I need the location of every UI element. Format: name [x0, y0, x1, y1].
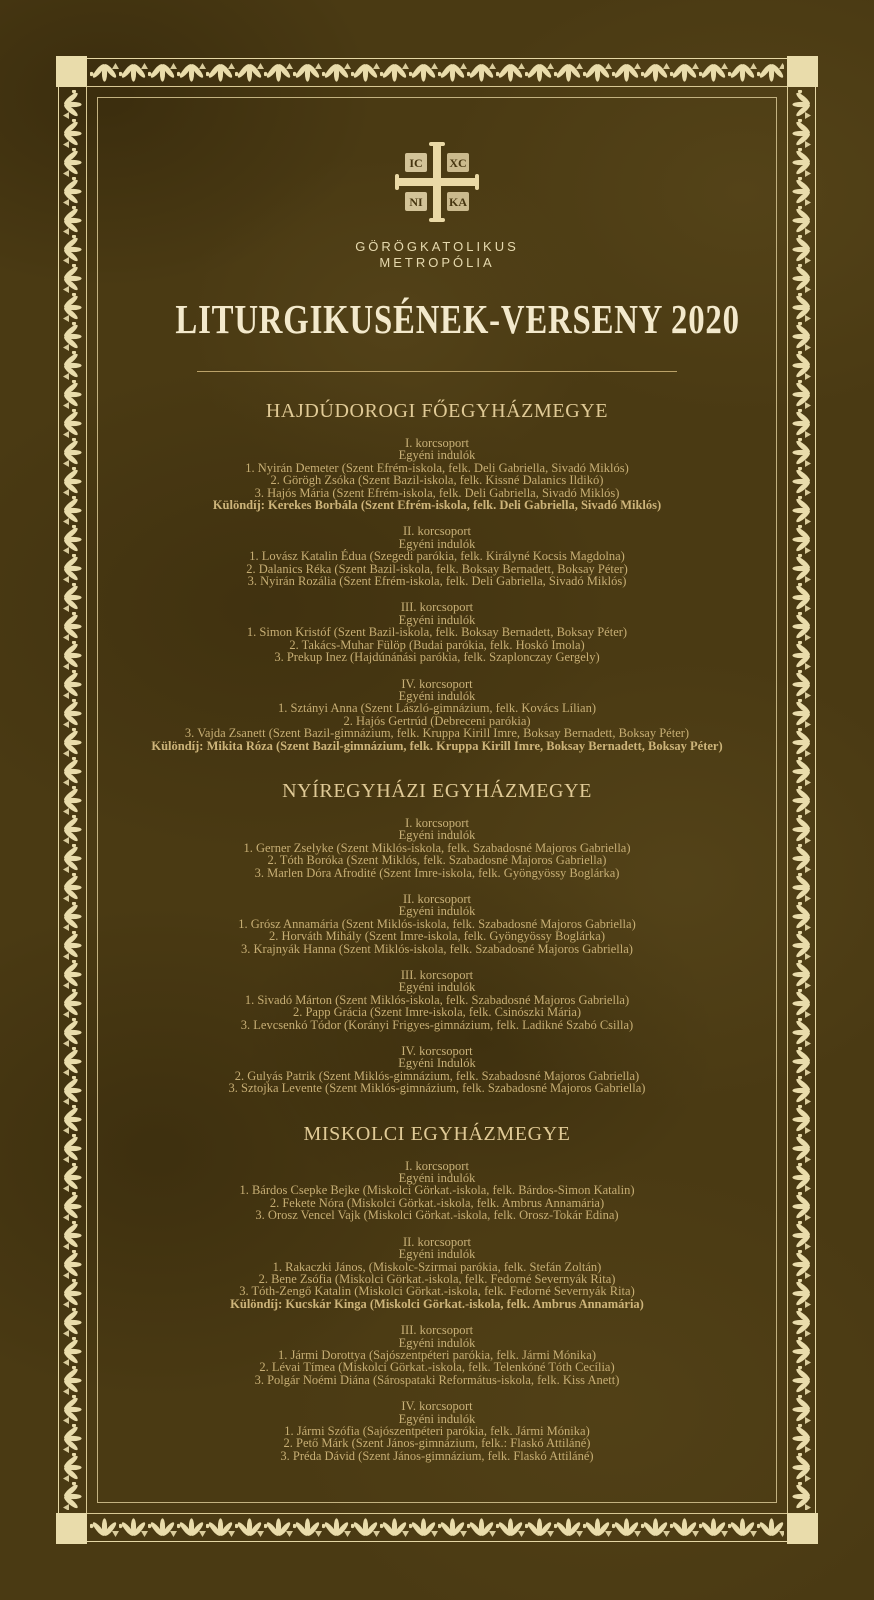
result-entry: 1. Jármi Dorottya (Sajószentpéteri parókia, felk. Jármi Mónika)	[278, 1347, 596, 1362]
group-title: III. korcsoport	[400, 968, 474, 982]
ic-xc-ni-ka-cross-icon	[389, 140, 485, 224]
result-entry: 3. Marlen Dóra Afrodité (Szent Imre-iskola, felk. Gyöngyössy Boglárka)	[254, 865, 620, 880]
cross-letter: KA	[449, 195, 467, 209]
poster-content	[110, 0, 764, 1462]
frame-corner-square	[787, 1513, 818, 1544]
result-entry: 1. Sztányi Anna (Szent László-gimnázium, felk. Kovács Lílian)	[278, 701, 596, 716]
result-entry: 3. Prekup Inez (Hajdúnánási parókia, felk. Szaplonczay Gergely)	[274, 650, 600, 665]
result-entry: 1. Lovász Katalin Édua (Szegedi parókia, felk. Királyné Kocsis Magdolna)	[249, 549, 625, 564]
frame-corner-square	[56, 56, 87, 87]
diocese-heading: HAJDÚDOROGI FŐEGYHÁZMEGYE	[265, 400, 609, 422]
result-entry: 3. Levcsenkó Tódor (Korányi Frigyes-gimnázium, felk. Ladikné Szabó Csilla)	[240, 1017, 634, 1032]
result-entry: 1. Jármi Szófia (Sajószentpéteri parókia, felk. Jármi Mónika)	[284, 1423, 590, 1438]
result-entry: 3. Polgár Noémi Diána (Sárospataki Református-iskola, felk. Kiss Anett)	[254, 1372, 620, 1387]
special-prize-entry: Különdíj: Mikita Róza (Szent Bazil-gimnázium, felk. Kruppa Kirill Imre, Boksay Bernadett, Boksay Péter)	[151, 738, 723, 753]
result-entry: 2. Takács-Muhar Fülöp (Budai parókia, felk. Hoskó Imola)	[289, 637, 585, 652]
age-group	[110, 817, 764, 879]
group-subtitle: Egyéni indulók	[398, 1247, 476, 1262]
cross-letter: XC	[449, 156, 467, 170]
result-entry: 2. Fekete Nóra (Miskolci Görkat.-iskola, felk. Ambrus Annamária)	[269, 1195, 605, 1210]
result-entry: 2. Lévai Tímea (Miskolci Görkat.-iskola, felk. Telenkóné Tóth Cecília)	[259, 1360, 615, 1375]
group-subtitle: Egyéni indulók	[398, 828, 476, 843]
age-group	[110, 1236, 764, 1310]
result-entry: 2. Dalanics Réka (Szent Bazil-iskola, felk. Boksay Bernadett, Boksay Péter)	[246, 561, 628, 576]
group-subtitle: Egyéni indulók	[398, 448, 476, 463]
org-name-line1: GÖRÖGKATOLIKUS	[355, 239, 519, 254]
group-subtitle: Egyéni indulók	[398, 1335, 476, 1350]
result-entry: 3. Krajnyák Hanna (Szent Miklós-iskola, felk. Szabadosné Majoros Gabriella)	[241, 941, 633, 956]
section-nyiregyhazi	[110, 779, 764, 1095]
age-group	[110, 893, 764, 955]
result-entry: 1. Grósz Annamária (Szent Miklós-iskola, felk. Szabadosné Majoros Gabriella)	[238, 916, 636, 931]
border-leaf-band-bottom-icon	[90, 1513, 784, 1539]
age-group	[110, 1400, 764, 1462]
age-group	[110, 437, 764, 511]
group-title: IV. korcsoport	[401, 1399, 473, 1414]
org-name	[110, 239, 764, 271]
special-prize-entry: Különdíj: Kerekes Borbála (Szent Efrém-iskola, felk. Deli Gabriella, Sivadó Miklós)	[212, 498, 662, 513]
group-subtitle: Egyéni Indulók	[398, 1056, 476, 1071]
cross-letter: NI	[409, 195, 423, 209]
cross-letter: IC	[409, 156, 423, 170]
result-entry: 2. Gulyás Patrik (Szent Miklós-gimnázium, felk. Szabadosné Majoros Gabriella)	[234, 1068, 640, 1083]
result-entry: 3. Hajós Mária (Szent Efrém-iskola, felk. Deli Gabriella, Sivadó Miklós)	[254, 485, 620, 500]
result-entry: 1. Gerner Zselyke (Szent Miklós-iskola, felk. Szabadosné Majoros Gabriella)	[243, 840, 631, 855]
result-entry: 1. Simon Kristóf (Szent Bazil-iskola, felk. Boksay Bernadett, Boksay Péter)	[246, 625, 628, 640]
group-subtitle: Egyéni indulók	[398, 1411, 476, 1426]
result-entry: 1. Bárdos Csepke Bejke (Miskolci Görkat.-iskola, felk. Bárdos-Simon Katalin)	[239, 1183, 635, 1198]
title-divider	[197, 371, 677, 372]
result-entry: 2. Papp Grácia (Szent Imre-iskola, felk. Csinószki Mária)	[292, 1005, 582, 1020]
result-entry: 3. Sztojka Levente (Szent Miklós-gimnázium, felk. Szabadosné Majoros Gabriella)	[228, 1081, 646, 1096]
group-subtitle: Egyéni indulók	[398, 612, 476, 627]
age-group	[110, 1045, 764, 1095]
group-title: I. korcsoport	[405, 1158, 469, 1173]
group-title: II. korcsoport	[402, 1234, 472, 1249]
group-title: I. korcsoport	[405, 436, 469, 450]
group-title: II. korcsoport	[402, 524, 472, 539]
result-entry: 1. Rakaczki János, (Miskolc-Szirmai parókia, felk. Stefán Zoltán)	[272, 1259, 602, 1274]
group-subtitle: Egyéni indulók	[398, 980, 476, 995]
age-group	[110, 525, 764, 587]
group-subtitle: Egyéni indulók	[398, 904, 476, 919]
result-entry: 3. Orosz Vencel Vajk (Miskolci Görkat.-iskola, felk. Orosz-Tokár Edina)	[255, 1208, 619, 1223]
group-title: III. korcsoport	[400, 600, 474, 615]
frame-corner-square	[787, 56, 818, 87]
result-entry: 3. Nyirán Rozália (Szent Efrém-iskola, felk. Deli Gabriella, Sivadó Miklós)	[247, 574, 627, 589]
result-entry: 1. Sivadó Márton (Szent Miklós-iskola, felk. Szabadosné Majoros Gabriella)	[244, 992, 630, 1007]
section-miskolci	[110, 1122, 764, 1463]
group-title: I. korcsoport	[405, 815, 469, 830]
diocese-heading: MISKOLCI EGYHÁZMEGYE	[303, 1122, 571, 1145]
border-leaf-band-right-icon	[787, 90, 813, 1510]
result-entry: 2. Horváth Mihály (Szent Imre-iskola, felk. Gyöngyössy Boglárka)	[268, 929, 606, 944]
age-group	[110, 601, 764, 663]
result-entry: 3. Tóth-Zengő Katalin (Miskolci Görkat.-iskola, felk. Fedorné Severnyák Rita)	[239, 1284, 635, 1299]
result-entry: 2. Tóth Boróka (Szent Miklós, felk. Szabadosné Majoros Gabriella)	[267, 853, 607, 868]
group-title: IV. korcsoport	[401, 1044, 473, 1059]
result-entry: 3. Vajda Zsanett (Szent Bazil-gimnázium, felk. Kruppa Kirill Imre, Boksay Bernadett, Boksay Péter)	[184, 726, 690, 741]
group-title: III. korcsoport	[400, 1323, 474, 1338]
group-subtitle: Egyéni indulók	[398, 1171, 476, 1186]
result-entry: 2. Pető Márk (Szent János-gimnázium, felk.: Flaskó Attiláné)	[283, 1436, 591, 1451]
group-title: II. korcsoport	[402, 891, 472, 906]
org-name-line2: METROPÓLIA	[379, 255, 495, 270]
logo	[110, 140, 764, 271]
result-entry: 3. Préda Dávid (Szent János-gimnázium, felk. Flaskó Attiláné)	[280, 1448, 594, 1463]
result-entry: 2. Görögh Zsóka (Szent Bazil-iskola, felk. Kissné Dalanics Ildikó)	[270, 473, 604, 488]
result-entry: 2. Hajós Gertrúd (Debreceni parókia)	[343, 713, 531, 728]
age-group	[110, 969, 764, 1031]
group-subtitle: Egyéni indulók	[398, 688, 476, 703]
age-group	[110, 678, 764, 752]
special-prize-entry: Különdíj: Kucskár Kinga (Miskolci Görkat.-iskola, felk. Ambrus Annamária)	[230, 1296, 644, 1311]
group-title: IV. korcsoport	[401, 676, 473, 691]
group-subtitle: Egyéni indulók	[398, 536, 476, 551]
age-group	[110, 1160, 764, 1222]
border-leaf-band-left-icon	[61, 90, 87, 1510]
section-hajdudorogi	[110, 399, 764, 752]
age-group	[110, 1324, 764, 1386]
result-entry: 2. Bene Zsófia (Miskolci Görkat.-iskola, felk. Fedorné Severnyák Rita)	[258, 1271, 616, 1286]
page-title: LITURGIKUSÉNEK-VERSENY 2020	[175, 296, 740, 342]
diocese-heading: NYÍREGYHÁZI EGYHÁZMEGYE	[282, 779, 592, 802]
result-entry: 1. Nyirán Demeter (Szent Efrém-iskola, felk. Deli Gabriella, Sivadó Miklós)	[245, 460, 629, 475]
frame-corner-square	[56, 1513, 87, 1544]
